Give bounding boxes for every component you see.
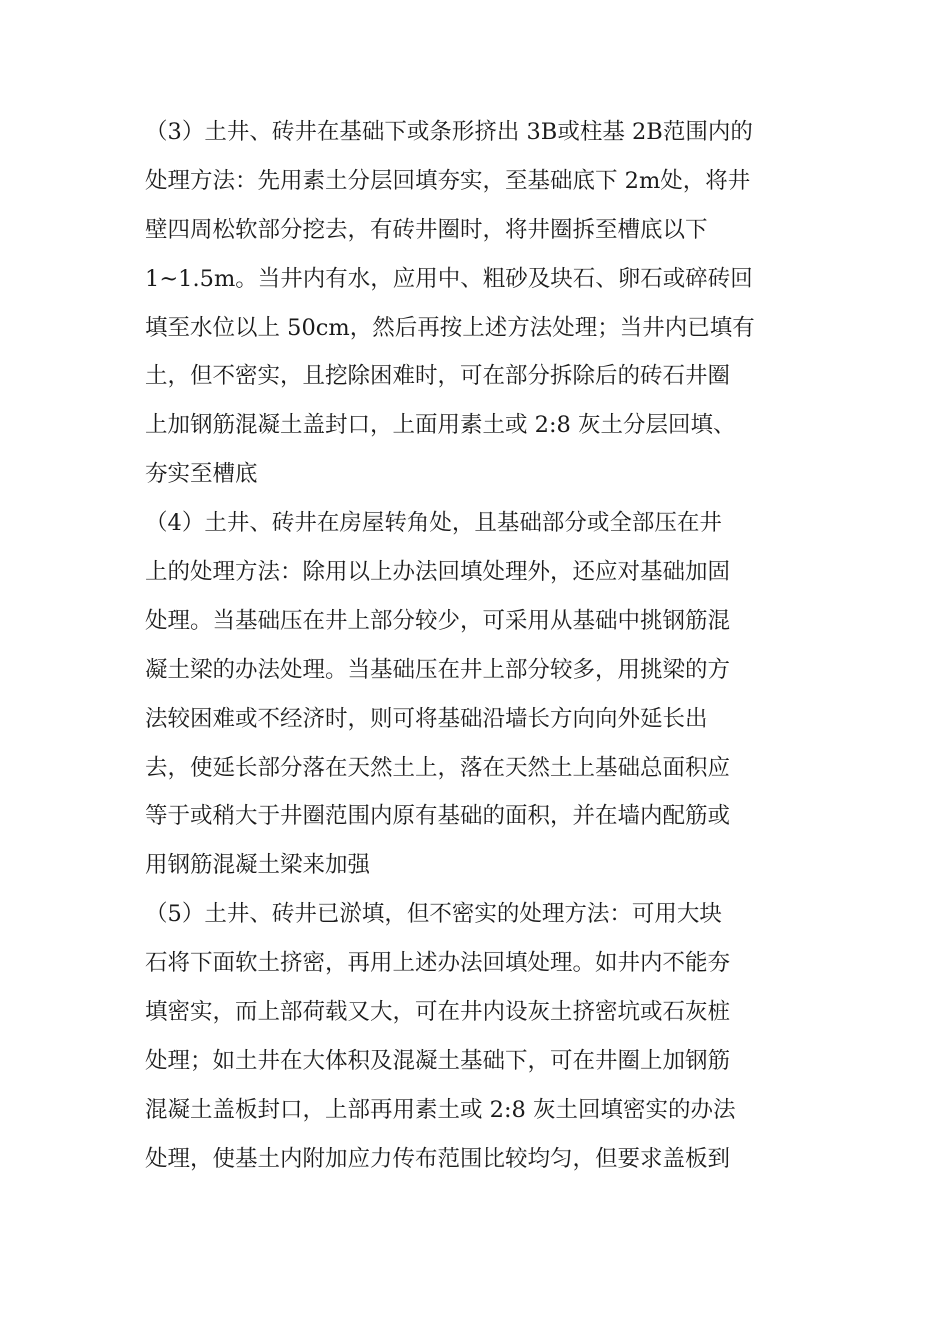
text-line: 去，使延长部分落在天然土上，落在天然土上基础总面积应: [145, 754, 731, 781]
text-line: （5）土井、砖井已淤填，但不密实的处理方法：可用大块: [145, 901, 722, 928]
text-line: 凝土梁的办法处理。当基础压在井上部分较多，用挑梁的方: [145, 656, 731, 683]
text-line: （4）土井、砖井在房屋转角处，且基础部分或全部压在井: [145, 510, 722, 537]
text-line: 石将下面软土挤密，再用上述办法回填处理。如井内不能夯: [145, 950, 731, 977]
text-line: 处理，使基土内附加应力传布范围比较均匀，但要求盖板到: [145, 1145, 731, 1172]
text-line: 填至水位以上 50cm，然后再按上述方法处理；当井内已填有: [145, 314, 755, 341]
text-line: 填密实，而上部荷载又大，可在井内设灰土挤密坑或石灰桩: [145, 999, 731, 1026]
text-line: 处理。当基础压在井上部分较少，可采用从基础中挑钢筋混: [145, 607, 731, 634]
text-line: 1~1.5m。当井内有水，应用中、粗砂及块石、卵石或碎砖回: [145, 265, 753, 292]
text-line: 处理；如土井在大体积及混凝土基础下，可在井圈上加钢筋: [145, 1047, 731, 1074]
document-body: [145, 108, 815, 1184]
text-line: 法较困难或不经济时，则可将基础沿墙长方向向外延长出: [145, 705, 708, 732]
text-line: 用钢筋混凝土梁来加强: [145, 852, 371, 879]
text-line: 混凝土盖板封口，上部再用素土或 2:8 灰土回填密实的办法: [145, 1096, 736, 1123]
text-line: 土，但不密实，且挖除困难时，可在部分拆除后的砖石井圈: [145, 363, 731, 390]
text-line: （3）土井、砖井在基础下或条形挤出 3B或柱基 2B范围内的: [145, 119, 753, 145]
text-line: 上的处理方法：除用以上办法回填处理外，还应对基础加固: [145, 559, 731, 586]
text-line: 上加钢筋混凝土盖封口，上面用素土或 2:8 灰土分层回填、: [145, 412, 736, 439]
text-line: 夯实至槽底: [145, 461, 258, 488]
text-line: 等于或稍大于井圈范围内原有基础的面积，并在墙内配筋或: [145, 803, 731, 830]
text-line: 壁四周松软部分挖去，有砖井圈时，将井圈拆至槽底以下: [145, 216, 708, 243]
text-line: 处理方法：先用素土分层回填夯实，至基础底下 2m处，将井: [145, 167, 751, 194]
